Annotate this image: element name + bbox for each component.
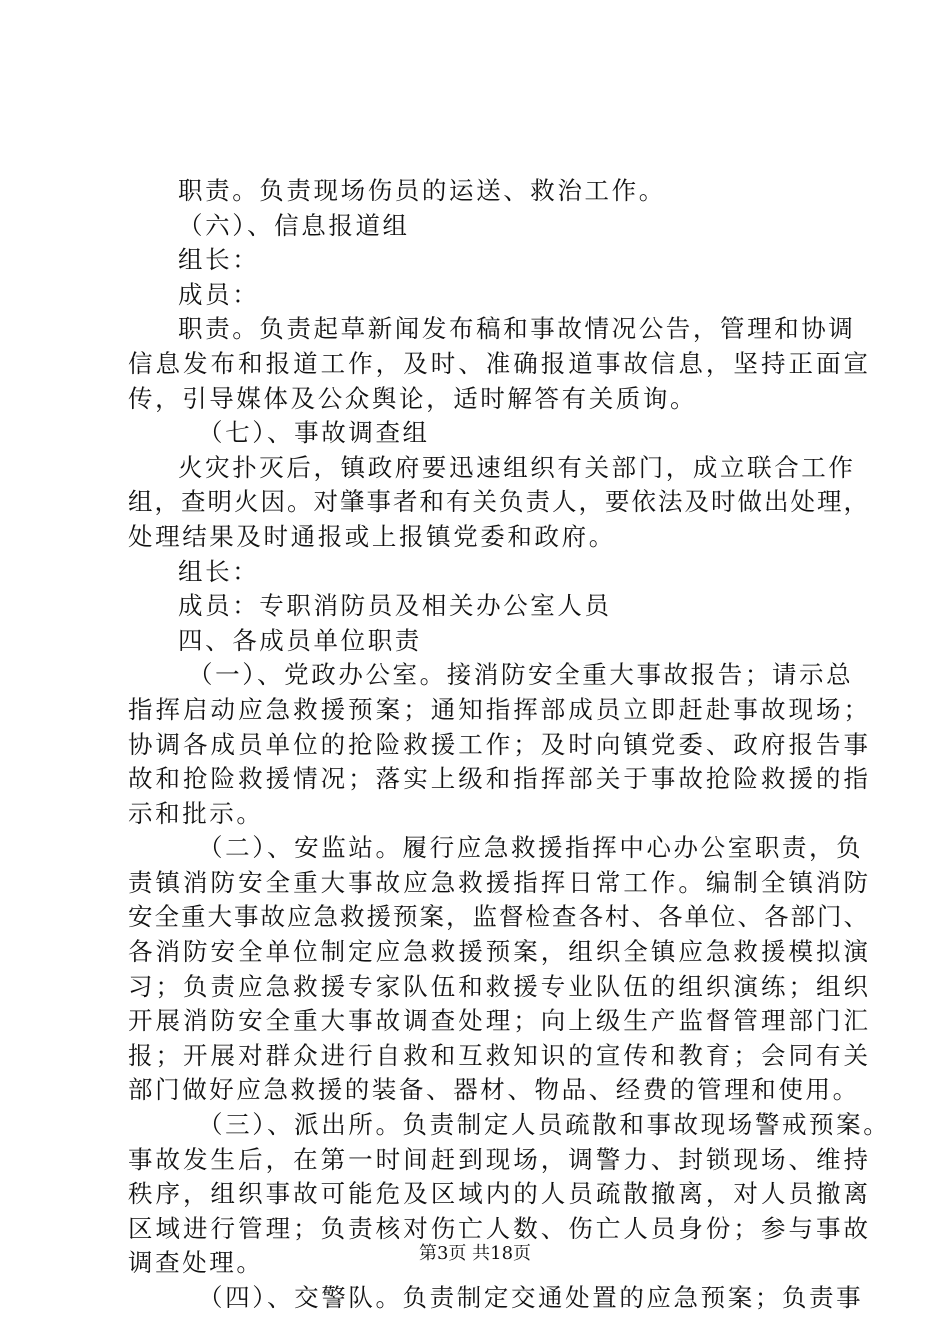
text-line: （一）、党政办公室。接消防安全重大事故报告；请示总 [188, 660, 854, 690]
text-line: 示和批示。 [128, 798, 264, 828]
section-heading: （六）、信息报道组 [178, 210, 410, 240]
text-line: 部门做好应急救援的装备、器材、物品、经费的管理和使用。 [128, 1075, 860, 1105]
text-line: 组长： [178, 556, 260, 586]
text-line: 事故发生后，在第一时间赶到现场，调警力、封锁现场、维持 [128, 1144, 868, 1174]
document-body [128, 174, 891, 1316]
text-line: 责镇消防安全重大事故应急救援指挥日常工作。编制全镇消防 [128, 867, 868, 897]
text-line: 区域进行管理；负责核对伤亡人数、伤亡人员身份；参与事故 [128, 1213, 868, 1243]
text-line: 调查处理。 [128, 1248, 264, 1278]
text-line: 成员： [178, 279, 260, 309]
text-line: 安全重大事故应急救援预案，监督检查各村、各单位、各部门、 [128, 902, 868, 932]
text-line: 组长： [178, 245, 260, 275]
text-line: 协调各成员单位的抢险救援工作；及时向镇党委、政府报告事 [128, 729, 868, 759]
text-line: 传，引导媒体及公众舆论，适时解答有关质询。 [128, 383, 698, 413]
text-line: 故和抢险救援情况；落实上级和指挥部关于事故抢险救援的指 [128, 764, 868, 794]
text-line: 职责。负责现场伤员的运送、救治工作。 [178, 176, 666, 205]
section-heading: （七）、事故调查组 [198, 418, 430, 448]
text-line: 火灾扑灭后，镇政府要迅速组织有关部门，成立联合工作 [178, 452, 856, 482]
text-line: 报；开展对群众进行自救和互救知识的宣传和教育；会同有关 [128, 1040, 868, 1070]
text-line: （三）、派出所。负责制定人员疏散和事故现场警戒预案。 [198, 1110, 891, 1140]
text-line: 开展消防安全重大事故调查处理；向上级生产监督管理部门汇 [128, 1006, 868, 1036]
page-number-footer: 第3页 共18页 [418, 1243, 532, 1264]
text-line: 信息发布和报道工作，及时、准确报道事故信息，坚持正面宣 [128, 348, 868, 378]
text-line: 习；负责应急救援专家队伍和救援专业队伍的组织演练；组织 [128, 971, 868, 1001]
text-line: （二）、安监站。履行应急救援指挥中心办公室职责，负 [198, 833, 864, 863]
text-line: 职责。负责起草新闻发布稿和事故情况公告，管理和协调 [178, 314, 856, 344]
text-line: 指挥启动应急救援预案；通知指挥部成员立即赶赴事故现场； [128, 694, 868, 724]
text-line: 秩序，组织事故可能危及区域内的人员疏散撤离，对人员撤离 [128, 1179, 868, 1209]
text-line: 组，查明火因。对肇事者和有关负责人，要依法及时做出处理， [128, 487, 868, 517]
section-heading: 四、各成员单位职责 [178, 625, 422, 655]
text-line: 成员：专职消防员及相关办公室人员 [178, 591, 612, 621]
text-line: 处理结果及时通报或上报镇党委和政府。 [128, 521, 616, 551]
text-line: （四）、交警队。负责制定交通处置的应急预案；负责事 [198, 1283, 864, 1312]
text-line: 各消防安全单位制定应急救援预案，组织全镇应急救援模拟演 [128, 937, 868, 967]
